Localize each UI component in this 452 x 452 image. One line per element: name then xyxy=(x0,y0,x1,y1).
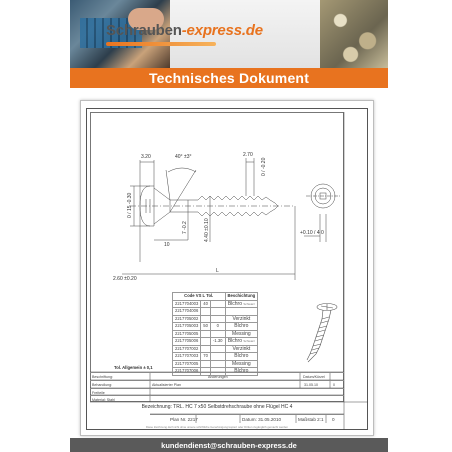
dim-head-diameter: 0 / 15 -0.30 xyxy=(127,192,133,218)
tolerance-cell xyxy=(210,330,225,338)
table-row xyxy=(173,315,258,323)
coating-note: Schwarz xyxy=(243,301,255,306)
coating-cell: Messing xyxy=(225,360,258,368)
page-title: Technisches Dokument xyxy=(148,70,310,86)
dim-shank-length: 10 xyxy=(164,242,170,248)
length-cell: 70 xyxy=(201,353,211,361)
title-block-mid: Änderungen xyxy=(208,375,228,379)
dim-angle: 40° ±3° xyxy=(175,154,192,160)
tolerance-cell xyxy=(210,300,225,308)
coating-cell: Blchro xyxy=(225,353,258,361)
length-cell xyxy=(201,308,211,316)
length-cell xyxy=(201,338,211,346)
dim-thread-pitch: 2.70 xyxy=(243,152,253,158)
coating-cell: Verzinkt xyxy=(225,345,258,353)
tolerance-cell xyxy=(210,360,225,368)
dim-outer-diameter: 4.40 ±0.10 xyxy=(204,218,210,242)
angle-arc xyxy=(168,168,196,172)
dim-core-diameter: 7 -0.2 xyxy=(182,221,188,234)
coating-cell xyxy=(225,338,258,346)
dim-length: L xyxy=(216,268,219,274)
brand-accent: -express.de xyxy=(181,22,263,39)
dim-drive-size: +0.10 / 4 0 xyxy=(300,230,324,236)
code-cell: 2217705005 xyxy=(173,330,201,338)
title-block-label: Beschriftung: xyxy=(92,375,113,379)
tolerance-cell xyxy=(210,315,225,323)
coating-cell xyxy=(225,300,258,308)
code-cell: 2217707002 xyxy=(173,345,201,353)
tolerance-cell: -1.30 xyxy=(210,338,225,346)
code-cell: 2217704003 xyxy=(173,300,201,308)
tolerance-cell: 0 xyxy=(210,323,225,331)
table-row xyxy=(173,353,258,361)
plan-date: Datum: 31.05.2010 xyxy=(242,417,282,422)
coating-cell: Messing xyxy=(225,330,258,338)
coating-cell: Blchro xyxy=(225,323,258,331)
footer-email-link[interactable]: kundendienst@schrauben-express.de xyxy=(161,441,297,450)
tolerance-cell xyxy=(210,353,225,361)
coating-label: Blchro xyxy=(227,338,242,344)
table-row xyxy=(173,300,258,308)
title-block-mid: Aktualisierter Plan xyxy=(152,383,181,387)
table-row xyxy=(173,330,258,338)
dim-drive-depth: 0 / -0.20 xyxy=(261,157,267,176)
title-block-row-1 xyxy=(90,372,344,380)
code-table-header-code: Code VS L Tol. xyxy=(173,293,226,301)
code-cell: 2217704006 xyxy=(173,308,201,316)
coating-note: Schwarz xyxy=(243,339,255,343)
plan-number: Plan Nr. 2217 xyxy=(170,417,198,422)
part-description: Bezeichnung: TRL. HC 7 x50 Selbstdrehschraube ohne Flügel HC 4 xyxy=(141,404,293,410)
table-row xyxy=(173,323,258,331)
screw-illustration xyxy=(307,304,337,363)
title-block-label: Behandlung: xyxy=(92,383,113,387)
length-cell xyxy=(201,360,211,368)
table-row xyxy=(173,338,258,346)
title-block-right: 31.05.10 xyxy=(304,383,318,387)
code-cell: 2217705003 xyxy=(173,323,201,331)
dim-head-thickness: 3.20 xyxy=(141,154,151,160)
length-cell xyxy=(201,330,211,338)
table-row xyxy=(173,360,258,368)
title-block-revision: 0 xyxy=(333,383,335,387)
length-cell: 40 xyxy=(201,300,211,308)
code-cell: 2217707006 xyxy=(173,368,201,376)
coating-label: Blchro xyxy=(227,300,242,307)
code-table-header-coating: Beschichtung xyxy=(225,293,258,301)
plan-revision: 0 xyxy=(332,417,335,422)
tolerance-note: Tol. Allgemein ± 0,1 xyxy=(114,365,153,370)
code-cell: 2217707003 xyxy=(173,353,201,361)
title-block-row-2 xyxy=(90,380,344,388)
title-block-label: Freiteile xyxy=(92,391,105,395)
plan-scale: Maßstab 2:1 xyxy=(298,417,324,422)
code-cell: 2217705002 xyxy=(173,315,201,323)
code-cell: 2217707005 xyxy=(173,360,201,368)
length-cell xyxy=(201,315,211,323)
brand-main: Schrauben xyxy=(106,22,182,39)
coating-cell: Blchro xyxy=(225,368,258,376)
title-block-label: Material: Stahl xyxy=(92,398,115,402)
title-block-bottom xyxy=(150,414,344,423)
title-block-row-4 xyxy=(90,395,344,403)
tolerance-cell xyxy=(210,345,225,353)
table-row xyxy=(173,308,258,316)
length-cell: 50 xyxy=(201,323,211,331)
coating-cell xyxy=(225,308,258,316)
coating-cell: Verzinkt xyxy=(225,315,258,323)
dim-head-height: 2.60 ±0.20 xyxy=(113,276,137,282)
title-block-right: Datum/Kürzel xyxy=(303,375,325,379)
code-table xyxy=(172,292,258,376)
copyright-note: Diese Zeichnung darf nicht ohne unsere schriftliche Genehmigung kopiert oder Dritten zugänglich gemacht werden xyxy=(145,425,289,429)
tolerance-cell xyxy=(210,308,225,316)
code-cell: 2217705006 xyxy=(173,338,201,346)
table-row xyxy=(173,345,258,353)
footer-bar xyxy=(70,438,388,452)
length-cell xyxy=(201,345,211,353)
